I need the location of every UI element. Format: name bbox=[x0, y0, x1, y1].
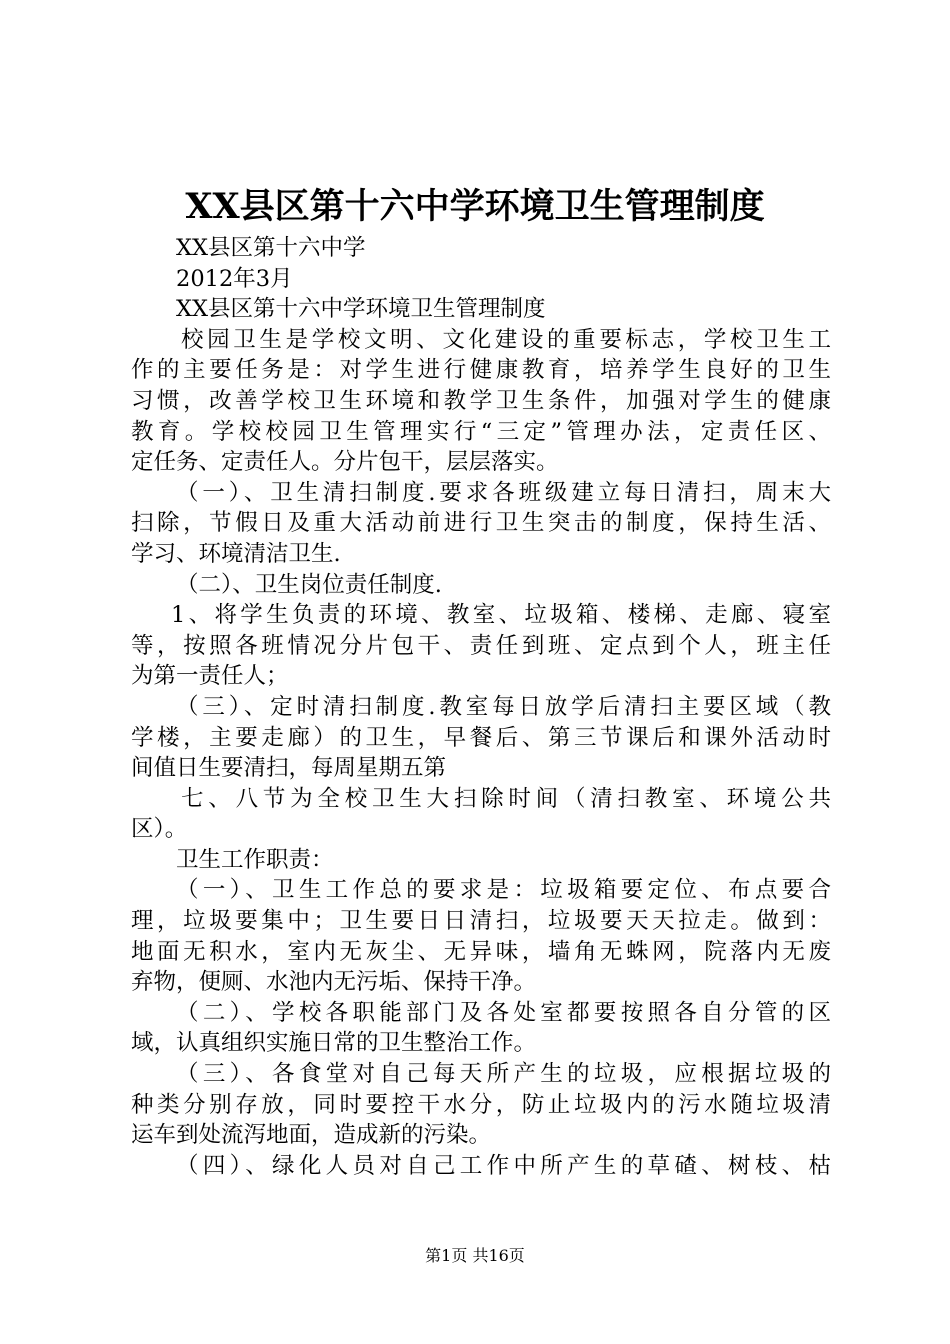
paragraph-line: 域，认真组织实施日常的卫生整治工作。 bbox=[131, 1030, 537, 1057]
paragraph-line: 区）。 bbox=[131, 816, 188, 843]
paragraph-line: 习惯，改善学校卫生环境和教学卫生条件，加强对学生的健康 bbox=[131, 387, 831, 414]
paragraph-line: 定任务、定责任人。分片包干，层层落实。 bbox=[131, 449, 559, 476]
paragraph-line: （三）、定时清扫制度.教室每日放学后清扫主要区域（教 bbox=[176, 693, 831, 720]
paragraph-line: 弃物，便厕、水池内无污垢、保持干净。 bbox=[131, 969, 537, 996]
paragraph-line: 学习、环境清洁卫生. bbox=[131, 540, 341, 567]
paragraph-line: 教育。学校校园卫生管理实行“三定”管理办法，定责任区、 bbox=[131, 418, 831, 445]
paragraph-line: （三）、各食堂对自己每天所产生的垃圾，应根据垃圾的 bbox=[176, 1061, 831, 1088]
paragraph-line: 理，垃圾要集中；卫生要日日清扫，垃圾要天天拉走。做到： bbox=[131, 908, 831, 935]
paragraph-line: 1、将学生负责的环境、教室、垃圾箱、楼梯、走廊、寝室 bbox=[171, 602, 831, 629]
paragraph-line: 等，按照各班情况分片包干、责任到班、定点到个人，班主任 bbox=[131, 632, 831, 659]
document-body bbox=[131, 233, 831, 1181]
section-heading: 卫生工作职责： bbox=[176, 846, 334, 873]
school-name-line: XX县区第十六中学 bbox=[176, 235, 366, 261]
paragraph-line: 校园卫生是学校文明、文化建设的重要标志，学校卫生工 bbox=[181, 326, 831, 353]
paragraph-line: 运车到处流泻地面，造成新的污染。 bbox=[131, 1122, 492, 1149]
paragraph-line: （一）、卫生清扫制度.要求各班级建立每日清扫，周末大 bbox=[176, 479, 831, 506]
paragraph-line: 学楼，主要走廊）的卫生，早餐后、第三节课后和课外活动时 bbox=[131, 724, 831, 751]
paragraph-line: （四）、绿化人员对自己工作中所产生的草碴、树枝、枯 bbox=[176, 1152, 831, 1179]
paragraph-line: 种类分别存放，同时要控干水分，防止垃圾内的污水随垃圾清 bbox=[131, 1091, 831, 1118]
paragraph-line: 作的主要任务是：对学生进行健康教育，培养学生良好的卫生 bbox=[131, 357, 831, 384]
page-number-footer: 第1页 共16页 bbox=[425, 1246, 525, 1265]
paragraph-line: 间值日生要清扫，每周星期五第 bbox=[131, 755, 447, 782]
paragraph-line: （二）、学校各职能部门及各处室都要按照各自分管的区 bbox=[176, 999, 831, 1026]
paragraph-line: 为第一责任人； bbox=[131, 663, 289, 690]
paragraph-line: 地面无积水，室内无灰尘、无异味，墙角无蛛网，院落内无废 bbox=[131, 938, 831, 965]
subtitle-line: XX县区第十六中学环境卫生管理制度 bbox=[176, 296, 546, 323]
paragraph-line: 七、八节为全校卫生大扫除时间（清扫教室、环境公共 bbox=[181, 785, 831, 812]
date-line: 2012年3月 bbox=[176, 265, 293, 292]
document-title: XX县区第十六中学环境卫生管理制度 bbox=[185, 186, 765, 227]
paragraph-line: 扫除，节假日及重大活动前进行卫生突击的制度，保持生活、 bbox=[131, 510, 831, 537]
paragraph-line: （一）、卫生工作总的要求是：垃圾箱要定位、布点要合 bbox=[176, 877, 831, 904]
paragraph-line: （二）、卫生岗位责任制度. bbox=[176, 571, 442, 598]
